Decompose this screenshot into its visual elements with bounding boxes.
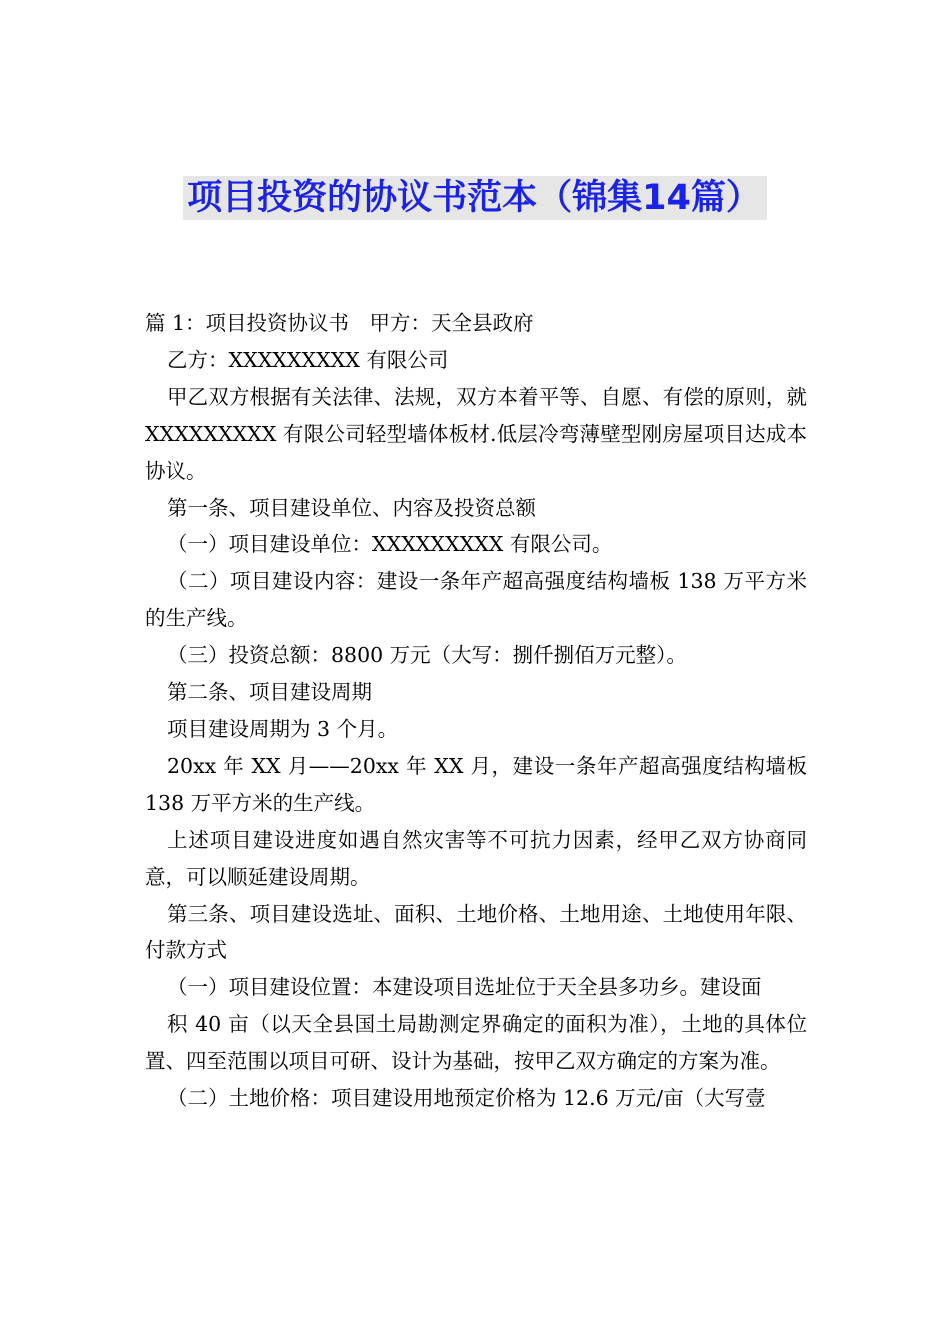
document-body bbox=[145, 305, 807, 1117]
paragraph: （一）项目建设位置：本建设项目选址位于天全县多功乡。建设面 bbox=[167, 975, 762, 1000]
paragraph: （二）项目建设内容：建设一条年产超高强度结构墙板 138 万平方米的生产线。 bbox=[145, 569, 807, 631]
paragraph: 上述项目建设进度如遇自然灾害等不可抗力因素，经甲乙双方协商同意，可以顺延建设周期。 bbox=[145, 827, 807, 889]
paragraph: （一）项目建设单位：XXXXXXXXX 有限公司。 bbox=[167, 532, 613, 557]
paragraph: 乙方：XXXXXXXXX 有限公司 bbox=[167, 347, 449, 372]
paragraph: 第二条、项目建设周期 bbox=[167, 680, 372, 705]
paragraph: 篇 1：项目投资协议书 甲方：天全县政府 bbox=[145, 311, 534, 335]
paragraph: 第三条、项目建设选址、面积、土地价格、土地用途、土地使用年限、付款方式 bbox=[145, 901, 807, 963]
paragraph: 20xx 年 XX 月——20xx 年 XX 月，建设一条年产超高强度结构墙板 138 万平方米的生产线。 bbox=[145, 753, 807, 815]
paragraph: 第一条、项目建设单位、内容及投资总额 bbox=[167, 495, 536, 520]
paragraph: （三）投资总额：8800 万元（大写：捌仟捌佰万元整）。 bbox=[167, 643, 687, 668]
paragraph: 甲乙双方根据有关法律、法规，双方本着平等、自愿、有偿的原则，就 XXXXXXXXX 有限公司轻型墙体板材.低层冷弯薄壁型刚房屋项目达成本协议。 bbox=[145, 384, 807, 483]
paragraph: 积 40 亩（以天全县国土局勘测定界确定的面积为准），土地的具体位置、四至范围以项目可研、设计为基础，按甲乙双方确定的方案为准。 bbox=[145, 1012, 807, 1074]
paragraph: （二）土地价格：项目建设用地预定价格为 12.6 万元/亩（大写壹 bbox=[167, 1086, 766, 1111]
paragraph: 项目建设周期为 3 个月。 bbox=[167, 716, 399, 741]
document-title: 项目投资的协议书范本（锦集14篇） bbox=[183, 176, 767, 220]
title-container bbox=[0, 176, 950, 220]
